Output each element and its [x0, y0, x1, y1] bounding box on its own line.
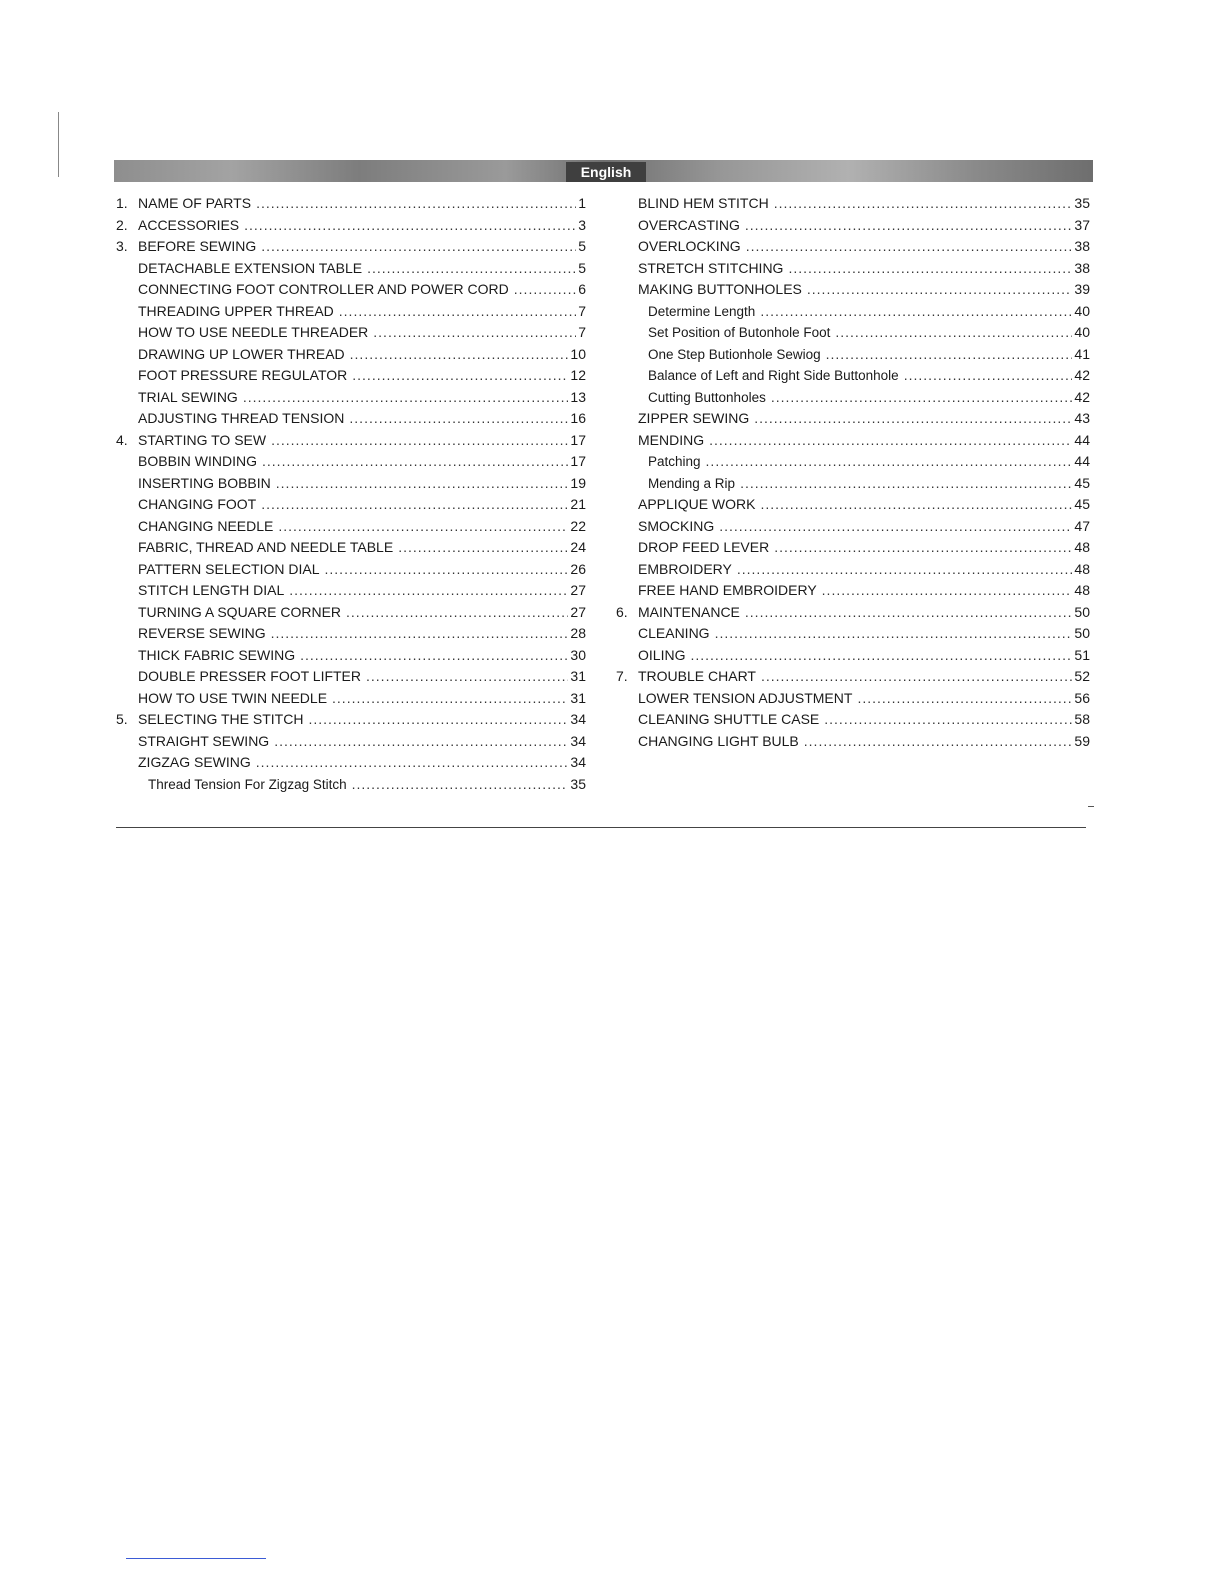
toc-entry-leader: [256, 752, 569, 774]
toc-entry-title: ACCESSORIES: [138, 216, 240, 233]
toc-entry-page: 21: [570, 496, 586, 512]
toc-entry: [616, 193, 1090, 215]
toc-entry-page: 44: [1074, 453, 1090, 469]
toc-entry-title: THICK FABRIC SEWING: [138, 646, 296, 663]
toc-entry: [616, 279, 1090, 301]
toc-entry: [616, 666, 1090, 688]
toc-entry-title: SMOCKING: [638, 517, 715, 534]
toc-entry-leader: [745, 602, 1073, 624]
toc-entry: [616, 494, 1090, 516]
toc-entry-title: Set Position of Butonhole Foot: [648, 325, 831, 340]
toc-entry-title: CHANGING NEEDLE: [138, 517, 274, 534]
toc-entry: [616, 559, 1090, 581]
toc-entry: [116, 537, 586, 559]
toc-entry-page: 24: [570, 539, 586, 555]
toc-entry-page: 5: [578, 259, 586, 276]
toc-entry-title: ADJUSTING THREAD TENSION: [138, 410, 345, 426]
toc-entry-leader: [243, 387, 569, 409]
toc-entry: [116, 774, 586, 796]
toc-entry-leader: [788, 258, 1072, 280]
toc-entry-page: 48: [1074, 560, 1090, 577]
toc-entry-leader: [339, 301, 576, 323]
toc-entry-title: Balance of Left and Right Side Buttonhole: [648, 368, 899, 383]
toc-entry-leader: [261, 494, 568, 516]
toc-entry-leader: [398, 537, 568, 559]
toc-entry-number: 6.: [616, 603, 628, 620]
toc-entry-leader: [761, 666, 1072, 688]
toc-entry-page: 13: [570, 388, 586, 405]
toc-entry-leader: [740, 473, 1072, 495]
toc-entry-title: FABRIC, THREAD AND NEEDLE TABLE: [138, 539, 394, 555]
toc-entry: [616, 602, 1090, 624]
toc-entry: [616, 709, 1090, 731]
toc-entry-page: 1: [578, 195, 586, 211]
toc-entry-leader: [706, 451, 1073, 473]
toc-entry-leader: [715, 623, 1073, 645]
toc-entry-title: CLEANING: [638, 625, 710, 641]
bottom-rule: [116, 827, 1086, 828]
toc-entry-title: HOW TO USE NEEDLE THREADER: [138, 324, 369, 340]
toc-entry-leader: [771, 387, 1073, 409]
toc-entry: [116, 731, 586, 753]
toc-entry-title: LOWER TENSION ADJUSTMENT: [638, 689, 853, 706]
toc-entry-leader: [824, 709, 1072, 731]
toc-entry-title: FREE HAND EMBROIDERY: [638, 582, 817, 598]
toc-entry-leader: [271, 623, 569, 645]
toc-entry-title: INSERTING BOBBIN: [138, 474, 271, 491]
toc-entry: [116, 494, 586, 516]
toc-entry-leader: [690, 645, 1072, 667]
toc-entry-leader: [352, 365, 568, 387]
toc-entry-title: STITCH LENGTH DIAL: [138, 582, 285, 598]
toc-entry-title: ZIPPER SEWING: [638, 410, 750, 426]
toc-entry-page: 51: [1074, 646, 1090, 663]
toc-entry-page: 7: [578, 302, 586, 319]
toc-entry-title: One Step Butionhole Sewiog: [648, 346, 821, 362]
toc-entry: [616, 258, 1090, 280]
toc-entry-number: 7.: [616, 668, 628, 684]
toc-entry-page: 50: [1074, 625, 1090, 641]
toc-entry-leader: [754, 408, 1072, 430]
toc-entry-title: Patching: [648, 454, 701, 469]
toc-entry: [616, 301, 1090, 323]
toc-entry-page: 42: [1074, 367, 1090, 383]
toc-entry-title: DROP FEED LEVER: [638, 539, 770, 555]
toc-entry: [116, 430, 586, 452]
toc-entry-page: 58: [1074, 711, 1090, 727]
toc-entry-page: 44: [1074, 431, 1090, 448]
toc-entry: [616, 645, 1090, 667]
toc-entry-number: 2.: [116, 216, 128, 233]
toc-entry-number: 4.: [116, 431, 128, 448]
toc-entry-title: TRIAL SEWING: [138, 388, 238, 405]
toc-entry: [116, 688, 586, 710]
toc-left-column: [116, 193, 586, 795]
toc-entry-page: 45: [1074, 474, 1090, 491]
toc-entry-title: PATTERN SELECTION DIAL: [138, 560, 320, 577]
toc-entry-title: OVERCASTING: [638, 216, 740, 233]
toc-entry-title: EMBROIDERY: [638, 560, 732, 577]
toc-entry: [116, 193, 586, 215]
toc-entry-page: 30: [570, 646, 586, 663]
toc-entry-title: DOUBLE PRESSER FOOT LIFTER: [138, 668, 362, 684]
toc-entry-page: 34: [570, 732, 586, 749]
toc-entry: [616, 430, 1090, 452]
toc-entry-page: 17: [570, 453, 586, 469]
toc-entry-leader: [367, 258, 576, 280]
toc-entry-leader: [373, 322, 576, 344]
toc-entry-title: BEFORE SEWING: [138, 238, 257, 254]
toc-entry-leader: [278, 516, 568, 538]
toc-entry-title: THREADING UPPER THREAD: [138, 302, 334, 319]
toc-entry-leader: [760, 301, 1072, 323]
toc-entry-title: HOW TO USE TWIN NEEDLE: [138, 689, 328, 706]
toc-entry-leader: [308, 709, 568, 731]
toc-entry-page: 56: [1074, 689, 1090, 706]
toc-entry-title: ZIGZAG SEWING: [138, 754, 251, 770]
toc-entry-leader: [822, 580, 1073, 602]
toc-entry: [116, 666, 586, 688]
footer-link-line: [126, 1558, 266, 1559]
toc-entry-leader: [807, 279, 1073, 301]
toc-entry-title: APPLIQUE WORK: [638, 496, 756, 512]
toc-entry: [116, 387, 586, 409]
toc-entry-page: 48: [1074, 539, 1090, 555]
toc-entry-page: 31: [570, 689, 586, 706]
toc-entry-leader: [332, 688, 568, 710]
scan-edge-mark: [58, 112, 59, 177]
toc-entry-page: 40: [1074, 302, 1090, 319]
toc-entry-leader: [709, 430, 1072, 452]
toc-entry-title: REVERSE SEWING: [138, 625, 266, 641]
language-header-label: English: [566, 162, 646, 182]
toc-entry-page: 50: [1074, 603, 1090, 620]
toc-entry-page: 52: [1074, 668, 1090, 684]
toc-entry: [616, 688, 1090, 710]
toc-entry-leader: [760, 494, 1072, 516]
toc-entry-page: 45: [1074, 496, 1090, 512]
toc-entry-leader: [746, 236, 1073, 258]
toc-entry-leader: [826, 344, 1073, 366]
toc-entry-page: 34: [570, 711, 586, 727]
toc-entry: [116, 215, 586, 237]
toc-entry-title: DRAWING UP LOWER THREAD: [138, 345, 345, 362]
toc-entry: [116, 623, 586, 645]
toc-entry-page: 31: [570, 668, 586, 684]
toc-entry-title: FOOT PRESSURE REGULATOR: [138, 367, 348, 383]
toc-entry-page: 16: [570, 410, 586, 426]
toc-entry: [616, 537, 1090, 559]
toc-entry-page: 12: [570, 367, 586, 383]
toc-entry-title: STRETCH STITCHING: [638, 259, 784, 276]
toc-entry-title: STRAIGHT SEWING: [138, 732, 270, 749]
toc-entry: [116, 559, 586, 581]
toc-entry-page: 5: [578, 238, 586, 254]
toc-entry-title: NAME OF PARTS: [138, 195, 252, 211]
toc-entry: [616, 344, 1090, 366]
toc-entry-title: MENDING: [638, 431, 705, 448]
toc-entry-leader: [774, 193, 1073, 215]
toc-entry: [616, 236, 1090, 258]
toc-entry-leader: [276, 473, 569, 495]
toc-entry: [616, 408, 1090, 430]
toc-entry: [616, 215, 1090, 237]
toc-right-column: [616, 193, 1090, 752]
toc-entry: [116, 580, 586, 602]
toc-entry-title: Determine Length: [648, 303, 756, 319]
toc-entry-page: 43: [1074, 410, 1090, 426]
toc-entry-leader: [262, 451, 568, 473]
toc-entry: [116, 258, 586, 280]
toc-entry: [116, 516, 586, 538]
toc-entry: [116, 408, 586, 430]
toc-entry-page: 41: [1074, 345, 1090, 362]
toc-entry-title: BLIND HEM STITCH: [638, 195, 769, 211]
toc-entry-title: TROUBLE CHART: [638, 668, 756, 684]
toc-entry: [116, 301, 586, 323]
toc-entry-page: 19: [570, 474, 586, 491]
toc-entry-title: MAKING BUTTONHOLES: [638, 281, 802, 297]
toc-entry-title: DETACHABLE EXTENSION TABLE: [138, 259, 363, 276]
toc-entry-leader: [346, 602, 568, 624]
toc-entry-leader: [325, 559, 569, 581]
toc-entry-leader: [835, 322, 1072, 344]
toc-entry-title: TURNING A SQUARE CORNER: [138, 603, 342, 620]
toc-entry: [616, 580, 1090, 602]
toc-entry-title: CHANGING FOOT: [138, 496, 257, 512]
toc-entry-page: 26: [570, 560, 586, 577]
toc-entry: [616, 731, 1090, 753]
toc-entry-page: 35: [1074, 195, 1090, 211]
toc-entry-page: 7: [578, 324, 586, 340]
toc-entry: [616, 451, 1090, 473]
toc-entry-title: CONNECTING FOOT CONTROLLER AND POWER CORD: [138, 281, 509, 297]
toc-entry-title: Mending a Rip: [648, 475, 736, 491]
toc-entry-leader: [352, 774, 569, 796]
toc-entry-title: CHANGING LIGHT BULB: [638, 732, 799, 749]
toc-entry: [116, 236, 586, 258]
toc-entry-page: 34: [570, 754, 586, 770]
toc-entry-page: 39: [1074, 281, 1090, 297]
toc-entry-title: STARTING TO SEW: [138, 431, 267, 448]
toc-entry-page: 59: [1074, 732, 1090, 749]
toc-entry: [116, 709, 586, 731]
toc-entry-page: 38: [1074, 238, 1090, 254]
toc-entry-leader: [745, 215, 1073, 237]
toc-entry-page: 10: [570, 345, 586, 362]
toc-entry-leader: [256, 193, 576, 215]
toc-entry: [616, 516, 1090, 538]
toc-entry-leader: [804, 731, 1073, 753]
toc-entry: [616, 387, 1090, 409]
toc-entry: [116, 451, 586, 473]
toc-entry-title: Thread Tension For Zigzag Stitch: [148, 776, 347, 792]
toc-entry-title: SELECTING THE STITCH: [138, 711, 304, 727]
toc-entry: [116, 645, 586, 667]
toc-entry-title: CLEANING SHUTTLE CASE: [638, 711, 820, 727]
toc-entry-title: Cutting Buttonholes: [648, 389, 766, 405]
toc-entry-leader: [289, 580, 568, 602]
toc-entry: [616, 623, 1090, 645]
toc-entry-page: 17: [570, 431, 586, 448]
toc-entry-page: 27: [570, 603, 586, 620]
toc-entry-page: 40: [1074, 324, 1090, 340]
toc-entry: [616, 322, 1090, 344]
toc-entry-leader: [904, 365, 1073, 387]
toc-entry-page: 3: [578, 216, 586, 233]
toc-entry: [116, 322, 586, 344]
toc-entry: [616, 473, 1090, 495]
toc-entry: [116, 279, 586, 301]
toc-entry-number: 5.: [116, 711, 128, 727]
toc-entry-leader: [737, 559, 1073, 581]
toc-entry-title: OVERLOCKING: [638, 238, 741, 254]
toc-entry: [116, 602, 586, 624]
margin-mark: [1088, 806, 1094, 807]
toc-entry-page: 22: [570, 517, 586, 534]
toc-entry: [116, 473, 586, 495]
toc-entry-leader: [514, 279, 576, 301]
toc-entry: [116, 752, 586, 774]
toc-entry-leader: [271, 430, 568, 452]
toc-entry: [116, 365, 586, 387]
toc-entry-leader: [857, 688, 1072, 710]
toc-entry-title: MAINTENANCE: [638, 603, 740, 620]
toc-entry-leader: [350, 344, 569, 366]
toc-entry-page: 37: [1074, 216, 1090, 233]
toc-entry: [116, 344, 586, 366]
toc-entry-title: BOBBIN WINDING: [138, 453, 258, 469]
toc-entry-title: OILING: [638, 646, 686, 663]
toc-entry-leader: [300, 645, 568, 667]
toc-entry-leader: [774, 537, 1072, 559]
toc-entry-page: 42: [1074, 388, 1090, 405]
toc-entry-leader: [349, 408, 568, 430]
toc-entry-page: 48: [1074, 582, 1090, 598]
toc-entry-leader: [274, 731, 568, 753]
toc-entry-number: 1.: [116, 195, 128, 211]
toc-entry-page: 27: [570, 582, 586, 598]
toc-entry-leader: [719, 516, 1072, 538]
toc-entry-page: 35: [570, 775, 586, 792]
toc-entry-leader: [261, 236, 576, 258]
toc-entry-leader: [244, 215, 576, 237]
toc-entry: [616, 365, 1090, 387]
toc-entry-page: 28: [570, 625, 586, 641]
toc-entry-page: 6: [578, 281, 586, 297]
toc-entry-number: 3.: [116, 238, 128, 254]
toc-entry-page: 47: [1074, 517, 1090, 534]
toc-entry-leader: [366, 666, 568, 688]
toc-entry-page: 38: [1074, 259, 1090, 276]
